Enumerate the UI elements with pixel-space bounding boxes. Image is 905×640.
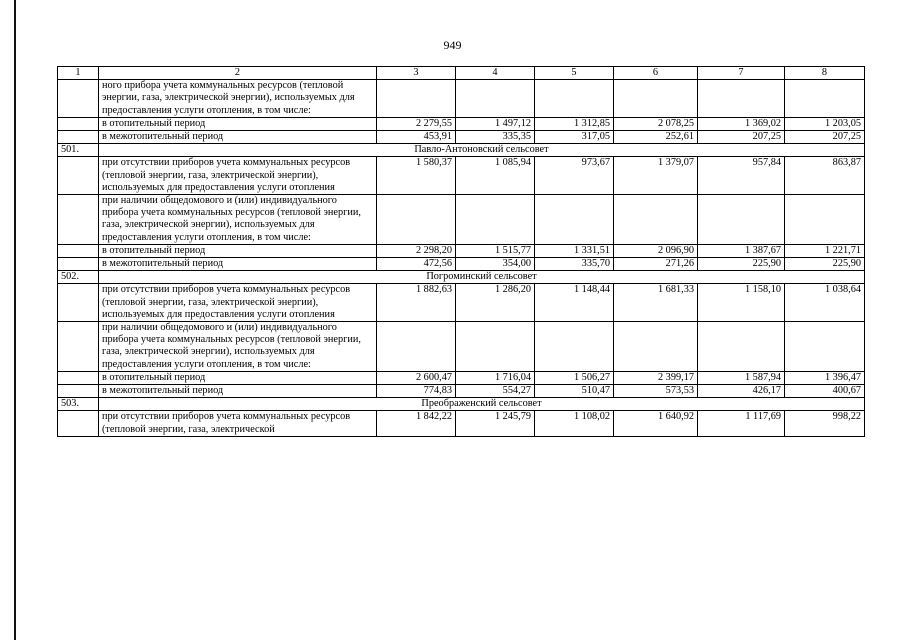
row-description: в отопительный период [99, 371, 377, 384]
value-cell: 1 245,79 [456, 411, 535, 436]
header-cell: 5 [535, 67, 614, 80]
value-cell: 317,05 [535, 131, 614, 144]
section-title: Погроминский сельсовет [99, 271, 865, 284]
header-row [58, 67, 865, 80]
value-cell [698, 195, 785, 245]
value-cell [614, 322, 698, 372]
row-description: в отопительный период [99, 244, 377, 257]
section-number: 502. [58, 271, 99, 284]
value-cell [698, 322, 785, 372]
value-cell: 573,53 [614, 385, 698, 398]
row-description: в межотопительный период [99, 258, 377, 271]
value-cell: 2 298,20 [377, 244, 456, 257]
value-cell: 354,00 [456, 258, 535, 271]
table-row [58, 244, 865, 257]
row-description: при отсутствии приборов учета коммунальных ресурсов (тепловой энергии, газа, электрической [99, 411, 377, 436]
row-description: при наличии общедомового и (или) индивидуального прибора учета коммунальных ресурсов (тепловой энергии, газа, электрической энергии), используемых для предоставления услуги отопления, в том числе: [99, 195, 377, 245]
value-cell [785, 80, 865, 118]
row-description: в отопительный период [99, 117, 377, 130]
value-cell [698, 80, 785, 118]
value-cell: 2 096,90 [614, 244, 698, 257]
value-cell: 1 286,20 [456, 284, 535, 322]
table-row [58, 157, 865, 195]
value-cell: 863,87 [785, 157, 865, 195]
value-cell: 1 387,67 [698, 244, 785, 257]
row-description: при наличии общедомового и (или) индивидуального прибора учета коммунальных ресурсов (тепловой энергии, газа, электрической энергии), используемых для предоставления услуги отопления, в том числе: [99, 322, 377, 372]
table-row [58, 131, 865, 144]
value-cell: 1 108,02 [535, 411, 614, 436]
table-row [58, 258, 865, 271]
table-row [58, 80, 865, 118]
value-cell: 1 396,47 [785, 371, 865, 384]
value-cell: 1 587,94 [698, 371, 785, 384]
value-cell [614, 80, 698, 118]
table-row [58, 411, 865, 436]
header-cell: 7 [698, 67, 785, 80]
value-cell [535, 80, 614, 118]
value-cell [456, 322, 535, 372]
value-cell: 2 600,47 [377, 371, 456, 384]
section-row [58, 271, 865, 284]
value-cell: 2 078,25 [614, 117, 698, 130]
value-cell: 1 203,05 [785, 117, 865, 130]
value-cell: 1 716,04 [456, 371, 535, 384]
row-number-cell [58, 371, 99, 384]
row-description: ного прибора учета коммунальных ресурсов (тепловой энергии, газа, электрической энергии), используемых для предоставления услуги отопления, в том числе: [99, 80, 377, 118]
section-number: 501. [58, 144, 99, 157]
value-cell: 1 640,92 [614, 411, 698, 436]
value-cell: 1 497,12 [456, 117, 535, 130]
table-row [58, 195, 865, 245]
value-cell: 1 085,94 [456, 157, 535, 195]
value-cell: 1 221,71 [785, 244, 865, 257]
table-row [58, 322, 865, 372]
section-title: Преображенский сельсовет [99, 398, 865, 411]
row-description: в межотопительный период [99, 131, 377, 144]
value-cell [785, 195, 865, 245]
value-cell: 2 399,17 [614, 371, 698, 384]
value-cell: 207,25 [698, 131, 785, 144]
tariff-table [57, 66, 865, 437]
value-cell: 1 842,22 [377, 411, 456, 436]
header-cell: 6 [614, 67, 698, 80]
value-cell: 1 506,27 [535, 371, 614, 384]
header-cell: 3 [377, 67, 456, 80]
row-number-cell [58, 131, 99, 144]
table-row [58, 385, 865, 398]
page-edge-line [14, 0, 16, 640]
row-description: в межотопительный период [99, 385, 377, 398]
value-cell: 1 515,77 [456, 244, 535, 257]
value-cell [377, 322, 456, 372]
value-cell: 1 580,37 [377, 157, 456, 195]
value-cell: 225,90 [698, 258, 785, 271]
row-description: при отсутствии приборов учета коммунальных ресурсов (тепловой энергии, газа, электрической энергии), используемых для предоставления услуги отопления [99, 284, 377, 322]
table-row [58, 371, 865, 384]
table-row [58, 117, 865, 130]
value-cell: 957,84 [698, 157, 785, 195]
value-cell [535, 195, 614, 245]
row-number-cell [58, 258, 99, 271]
value-cell: 1 148,44 [535, 284, 614, 322]
value-cell: 426,17 [698, 385, 785, 398]
header-cell: 2 [99, 67, 377, 80]
header-cell: 4 [456, 67, 535, 80]
value-cell [377, 195, 456, 245]
row-number-cell [58, 80, 99, 118]
value-cell: 774,83 [377, 385, 456, 398]
section-row [58, 144, 865, 157]
value-cell [535, 322, 614, 372]
value-cell: 1 312,85 [535, 117, 614, 130]
section-title: Павло-Антоновский сельсовет [99, 144, 865, 157]
value-cell: 554,27 [456, 385, 535, 398]
value-cell: 400,67 [785, 385, 865, 398]
row-number-cell [58, 411, 99, 436]
value-cell: 472,56 [377, 258, 456, 271]
row-number-cell [58, 385, 99, 398]
value-cell [456, 80, 535, 118]
row-number-cell [58, 244, 99, 257]
value-cell: 1 369,02 [698, 117, 785, 130]
value-cell: 335,70 [535, 258, 614, 271]
header-cell: 1 [58, 67, 99, 80]
value-cell: 1 117,69 [698, 411, 785, 436]
value-cell: 453,91 [377, 131, 456, 144]
value-cell: 1 038,64 [785, 284, 865, 322]
value-cell: 1 379,07 [614, 157, 698, 195]
row-number-cell [58, 157, 99, 195]
value-cell: 207,25 [785, 131, 865, 144]
value-cell: 2 279,55 [377, 117, 456, 130]
value-cell: 271,26 [614, 258, 698, 271]
value-cell [785, 322, 865, 372]
value-cell: 1 681,33 [614, 284, 698, 322]
row-number-cell [58, 322, 99, 372]
value-cell [456, 195, 535, 245]
row-description: при отсутствии приборов учета коммунальных ресурсов (тепловой энергии, газа, электрической энергии), используемых для предоставления услуги отопления [99, 157, 377, 195]
value-cell: 335,35 [456, 131, 535, 144]
value-cell: 973,67 [535, 157, 614, 195]
row-number-cell [58, 117, 99, 130]
page-number: 949 [443, 38, 462, 52]
table-row [58, 284, 865, 322]
section-row [58, 398, 865, 411]
row-number-cell [58, 195, 99, 245]
value-cell [614, 195, 698, 245]
section-number: 503. [58, 398, 99, 411]
value-cell: 510,47 [535, 385, 614, 398]
value-cell: 998,22 [785, 411, 865, 436]
value-cell: 1 158,10 [698, 284, 785, 322]
value-cell: 1 331,51 [535, 244, 614, 257]
value-cell: 225,90 [785, 258, 865, 271]
header-cell: 8 [785, 67, 865, 80]
row-number-cell [58, 284, 99, 322]
value-cell [377, 80, 456, 118]
value-cell: 252,61 [614, 131, 698, 144]
value-cell: 1 882,63 [377, 284, 456, 322]
